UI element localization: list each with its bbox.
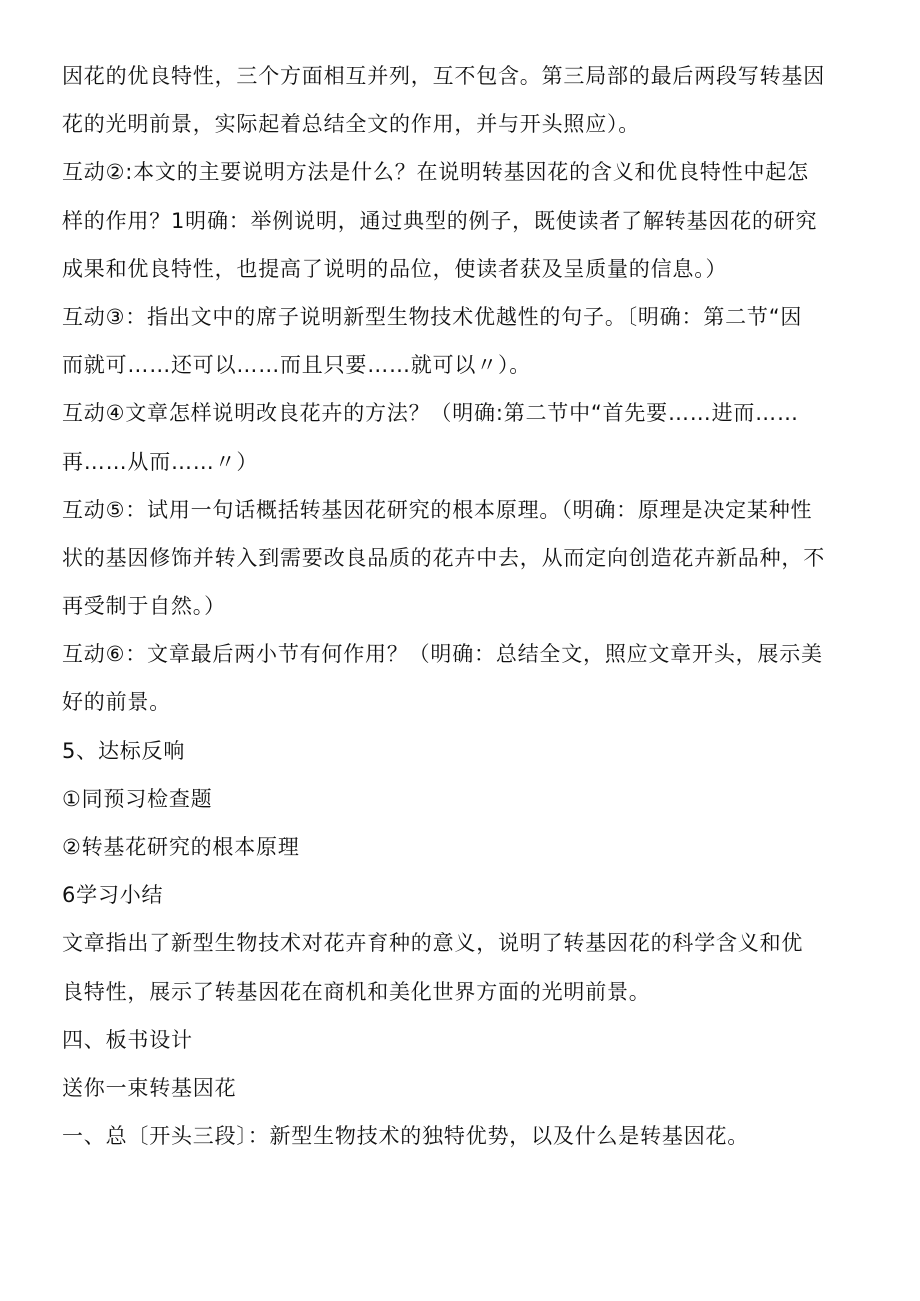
text-line: 互动④文章怎样说明改良花卉的方法？（明确:第二节中“首先要……进而…… xyxy=(62,401,799,426)
text-line: 成果和优良特性，也提高了说明的品位，使读者获及呈质量的信息。） xyxy=(62,256,728,281)
text-line: 而就可……还可以……而且只要……就可以〃）。 xyxy=(62,353,532,378)
text-line: 再……从而……〃） xyxy=(62,449,259,474)
text-line: 文章指出了新型生物技术对花卉育种的意义，说明了转基因花的科学含义和优 xyxy=(62,931,804,956)
list-item: ①同预习检查题 xyxy=(62,786,213,811)
section-heading: 四、板书设计 xyxy=(62,1027,193,1052)
text-line: 良特性，展示了转基因花在商机和美化世界方面的光明前景。 xyxy=(62,979,651,1004)
text-line: 一、总〔开头三段〕：新型生物技术的独特优势，以及什么是转基因花。 xyxy=(62,1124,750,1149)
text-line: 互动⑥：文章最后两小节有何作用？（明确：总结全文，照应文章开头，展示美 xyxy=(62,642,823,667)
text-line: 花的光明前景，实际起着总结全文的作用，并与开头照应）。 xyxy=(62,112,641,137)
text-line: 互动②:本文的主要说明方法是什么？在说明转基因花的含义和优良特性中起怎 xyxy=(62,160,809,185)
text-line: 互动③：指出文中的席子说明新型生物技术优越性的句子。〔明确：第二节“因 xyxy=(62,304,803,329)
text-line: 再受制于自然。） xyxy=(62,594,226,619)
text-line: 状的基因修饰并转入到需要改良品质的花卉中去，从而定向创造花卉新品种，不 xyxy=(62,545,825,570)
list-item: ②转基花研究的根本原理 xyxy=(62,835,300,859)
section-heading: 5、达标反响 xyxy=(62,738,186,763)
board-title: 送你一束转基因花 xyxy=(62,1075,237,1100)
document-page xyxy=(62,64,862,1172)
text-line: 因花的优良特性，三个方面相互并列，互不包含。第三局部的最后两段写转基因 xyxy=(62,64,825,88)
text-line: 互动⑤：试用一句话概括转基因花研究的根本原理。（明确：原理是决定某种性 xyxy=(62,497,813,522)
text-line: 样的作用？1明确：举例说明，通过典型的例子，既使读者了解转基因花的研究 xyxy=(62,208,818,233)
section-heading: 6学习小结 xyxy=(62,883,164,908)
text-line: 好的前景。 xyxy=(62,690,171,715)
